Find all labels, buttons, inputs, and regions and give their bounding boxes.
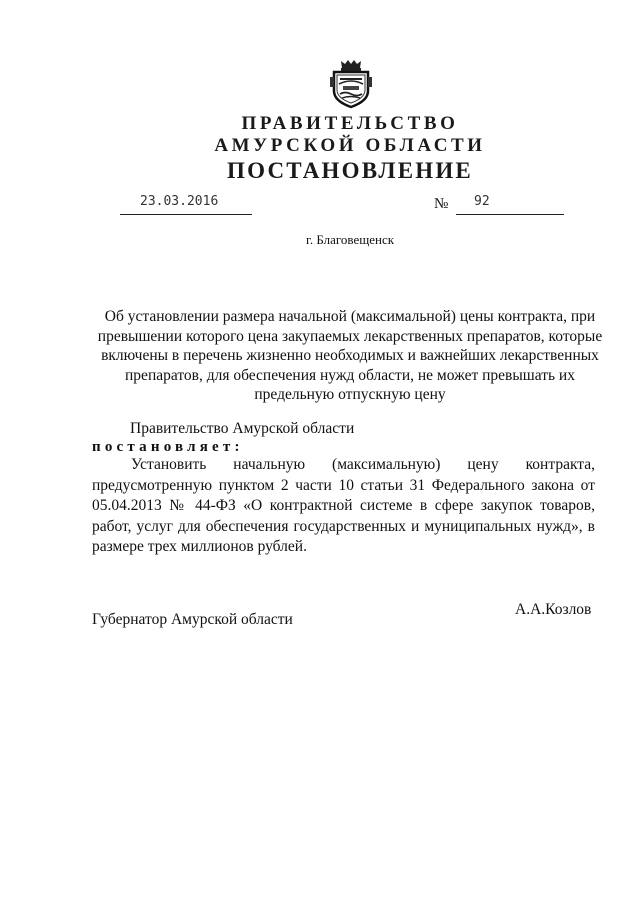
document-title: Об установлении размера начальной (максимальной) цены контракта, при превышении которого цена закупаемых лекарственных препаратов, которые включены в перечень жизненно необходимых и важнейших лекарственных препаратов, для обеспечения нужд области, не может превышать их предельную отпускную цену <box>97 308 603 403</box>
body-text <box>92 455 595 558</box>
city: г. Благовещенск <box>305 232 395 247</box>
document-number: 92 <box>474 194 490 209</box>
decree-word: постановляет: <box>92 439 244 455</box>
document-type: ПОСТАНОВЛЕНИЕ <box>227 158 473 183</box>
organization-name: ПРАВИТЕЛЬСТВО <box>241 113 459 134</box>
signatory-position: Губернатор Амурской области <box>92 611 293 628</box>
signatory-name: А.А.Козлов <box>515 601 592 618</box>
coat-of-arms-icon <box>330 57 372 109</box>
organization-region: АМУРСКОЙ ОБЛАСТИ <box>214 135 486 156</box>
number-label: № <box>434 196 449 212</box>
decree-paragraph: Установить начальную (максимальную) цену контракта, предусмотренную пунктом 2 части 10 статьи 31 Федерального закона от 05.04.2013 № 44-ФЗ «О контрактной системе в сфере закупок товаров, работ, услуг для обеспечения государственных и муниципальных нужд», в размере трех миллионов рублей. <box>92 456 595 555</box>
document-date: 23.03.2016 <box>140 194 219 209</box>
document-number-field <box>456 194 564 215</box>
government-line: Правительство Амурской области <box>130 420 355 437</box>
document-date-field <box>120 194 252 215</box>
